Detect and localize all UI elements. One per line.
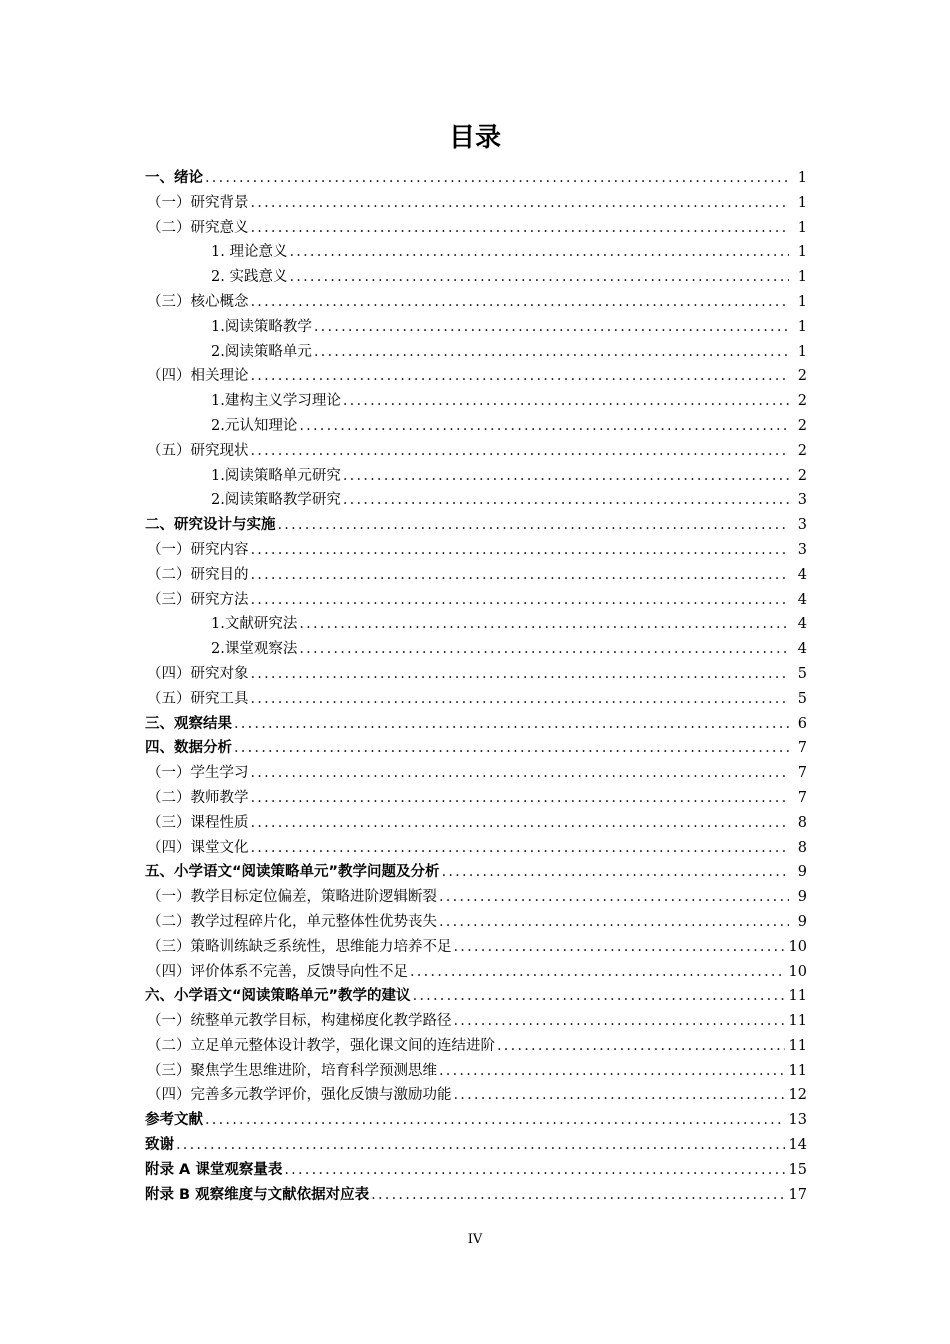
toc-entry[interactable] bbox=[145, 216, 807, 241]
toc-entry-page: 2 bbox=[797, 442, 807, 459]
toc-entry-label: （五）研究现状 bbox=[147, 442, 249, 459]
toc-dot-leader bbox=[413, 984, 785, 1009]
toc-entry-page: 3 bbox=[797, 541, 807, 558]
toc-entry-page: 10 bbox=[788, 938, 807, 955]
toc-entry-page: 1 bbox=[797, 318, 807, 335]
toc-dot-leader bbox=[251, 364, 790, 389]
toc-dot-leader bbox=[251, 836, 790, 861]
toc-entry-label: （二）教师教学 bbox=[147, 789, 249, 806]
toc-entry-label: （四）研究对象 bbox=[147, 665, 249, 682]
toc-entry-page: 13 bbox=[788, 1112, 807, 1129]
toc-entry[interactable] bbox=[145, 712, 807, 737]
toc-entry-page: 10 bbox=[788, 963, 807, 980]
toc-entry-label: （四）完善多元教学评价，强化反馈与激励功能 bbox=[147, 1087, 452, 1104]
toc-entry-page: 2 bbox=[797, 417, 807, 434]
toc-dot-leader bbox=[251, 588, 790, 613]
toc-entry[interactable] bbox=[145, 290, 807, 315]
toc-entry[interactable] bbox=[145, 1059, 807, 1084]
toc-entry[interactable] bbox=[145, 191, 807, 216]
toc-dot-leader bbox=[497, 1034, 785, 1059]
table-of-contents bbox=[145, 166, 807, 1207]
toc-entry[interactable] bbox=[145, 1133, 807, 1158]
page-number-footer: IV bbox=[467, 1232, 483, 1247]
toc-entry-page: 15 bbox=[788, 1161, 807, 1178]
toc-entry-label: （四）课堂文化 bbox=[147, 839, 249, 856]
toc-entry-label: 五、小学语文“阅读策略单元”教学问题及分析 bbox=[145, 864, 440, 881]
toc-dot-leader bbox=[251, 786, 790, 811]
toc-entry-label: （二）教学过程碎片化，单元整体性优势丧失 bbox=[147, 913, 437, 930]
toc-entry-label: 2.阅读策略教学研究 bbox=[211, 492, 341, 509]
toc-entry-page: 4 bbox=[797, 616, 807, 633]
toc-entry-page: 11 bbox=[788, 1037, 807, 1054]
toc-entry[interactable] bbox=[145, 414, 807, 439]
toc-dot-leader bbox=[299, 612, 789, 637]
toc-entry-label: （一）统整单元教学目标，构建梯度化教学路径 bbox=[147, 1013, 452, 1030]
toc-dot-leader bbox=[289, 240, 789, 265]
toc-entry-label: （二）研究意义 bbox=[147, 219, 249, 236]
toc-entry[interactable] bbox=[145, 265, 807, 290]
toc-dot-leader bbox=[299, 637, 789, 662]
toc-entry-page: 1 bbox=[797, 343, 807, 360]
toc-entry-page: 17 bbox=[788, 1186, 807, 1203]
toc-entry[interactable] bbox=[145, 910, 807, 935]
toc-entry-page: 2 bbox=[797, 368, 807, 385]
toc-dot-leader bbox=[251, 191, 790, 216]
toc-entry-page: 8 bbox=[797, 839, 807, 856]
toc-entry[interactable] bbox=[145, 563, 807, 588]
toc-entry-label: 2.阅读策略单元 bbox=[211, 343, 312, 360]
toc-dot-leader bbox=[314, 315, 789, 340]
toc-dot-leader bbox=[176, 1133, 785, 1158]
toc-entry[interactable] bbox=[145, 836, 807, 861]
toc-entry[interactable] bbox=[145, 885, 807, 910]
toc-entry-page: 2 bbox=[797, 393, 807, 410]
toc-entry[interactable] bbox=[145, 538, 807, 563]
toc-entry-label: （四）相关理论 bbox=[147, 368, 249, 385]
toc-dot-leader bbox=[251, 538, 790, 563]
toc-entry-label: 1.文献研究法 bbox=[211, 616, 298, 633]
toc-dot-leader bbox=[251, 216, 790, 241]
toc-entry[interactable] bbox=[145, 340, 807, 365]
toc-entry[interactable] bbox=[145, 364, 807, 389]
toc-entry-page: 1 bbox=[797, 170, 807, 186]
toc-entry[interactable] bbox=[145, 1009, 807, 1034]
toc-dot-leader bbox=[205, 1108, 785, 1133]
toc-entry-label: 参考文献 bbox=[145, 1112, 203, 1129]
toc-entry-label: 六、小学语文“阅读策略单元”教学的建议 bbox=[145, 988, 411, 1005]
toc-entry-label: 1. 理论意义 bbox=[211, 244, 288, 261]
toc-entry-page: 7 bbox=[797, 789, 807, 806]
toc-entry-label: （三）研究方法 bbox=[147, 591, 249, 608]
toc-entry-label: （三）核心概念 bbox=[147, 293, 249, 310]
toc-dot-leader bbox=[343, 464, 789, 489]
toc-entry-page: 5 bbox=[797, 665, 807, 682]
toc-entry-label: （一）学生学习 bbox=[147, 765, 249, 782]
toc-entry-label: 三、观察结果 bbox=[145, 715, 232, 732]
toc-entry-label: （三）课程性质 bbox=[147, 814, 249, 831]
toc-entry-page: 2 bbox=[797, 467, 807, 484]
toc-entry-page: 1 bbox=[797, 269, 807, 286]
toc-entry[interactable] bbox=[145, 513, 807, 538]
toc-dot-leader bbox=[299, 414, 789, 439]
toc-entry-page: 9 bbox=[797, 864, 807, 881]
toc-entry-page: 9 bbox=[797, 913, 807, 930]
toc-dot-leader bbox=[234, 712, 789, 737]
toc-entry[interactable] bbox=[145, 786, 807, 811]
toc-entry-label: 二、研究设计与实施 bbox=[145, 517, 276, 534]
toc-dot-leader bbox=[251, 290, 790, 315]
toc-entry-page: 6 bbox=[797, 715, 807, 732]
toc-entry[interactable] bbox=[145, 166, 807, 191]
toc-dot-leader bbox=[251, 811, 790, 836]
toc-dot-leader bbox=[439, 1059, 785, 1084]
toc-entry-page: 5 bbox=[797, 690, 807, 707]
toc-entry[interactable] bbox=[145, 960, 807, 985]
toc-dot-leader bbox=[454, 935, 785, 960]
toc-entry-label: 2.课堂观察法 bbox=[211, 641, 298, 658]
toc-dot-leader bbox=[205, 166, 789, 191]
toc-entry-page: 7 bbox=[797, 740, 807, 757]
toc-entry-label: 2. 实践意义 bbox=[211, 269, 288, 286]
toc-entry-page: 4 bbox=[797, 591, 807, 608]
toc-entry-label: 四、数据分析 bbox=[145, 740, 232, 757]
toc-entry-page: 3 bbox=[797, 492, 807, 509]
toc-entry-page: 7 bbox=[797, 765, 807, 782]
toc-entry-label: （一）教学目标定位偏差，策略进阶逻辑断裂 bbox=[147, 889, 437, 906]
toc-entry[interactable] bbox=[145, 1158, 807, 1183]
toc-entry-label: （三）聚焦学生思维进阶，培育科学预测思维 bbox=[147, 1062, 437, 1079]
toc-entry[interactable] bbox=[145, 612, 807, 637]
toc-entry-label: （二）研究目的 bbox=[147, 566, 249, 583]
toc-entry-page: 1 bbox=[797, 293, 807, 310]
toc-entry[interactable] bbox=[145, 761, 807, 786]
toc-dot-leader bbox=[439, 910, 789, 935]
toc-entry[interactable] bbox=[145, 464, 807, 489]
toc-entry[interactable] bbox=[145, 1083, 807, 1108]
toc-entry[interactable] bbox=[145, 389, 807, 414]
toc-dot-leader bbox=[442, 860, 789, 885]
toc-entry-label: （三）策略训练缺乏系统性，思维能力培养不足 bbox=[147, 938, 452, 955]
toc-entry-page: 4 bbox=[797, 566, 807, 583]
toc-entry-page: 11 bbox=[788, 988, 807, 1005]
toc-dot-leader bbox=[278, 513, 790, 538]
toc-entry-page: 11 bbox=[788, 1013, 807, 1030]
toc-dot-leader bbox=[371, 1183, 784, 1208]
toc-entry-label: 1.阅读策略单元研究 bbox=[211, 467, 341, 484]
toc-entry-label: 附录 A 课堂观察量表 bbox=[145, 1161, 283, 1178]
toc-entry-page: 8 bbox=[797, 814, 807, 831]
toc-dot-leader bbox=[343, 488, 789, 513]
toc-entry-page: 1 bbox=[797, 219, 807, 236]
toc-entry-label: 一、绪论 bbox=[145, 170, 203, 186]
toc-entry[interactable] bbox=[145, 315, 807, 340]
toc-entry[interactable] bbox=[145, 488, 807, 513]
toc-entry-page: 14 bbox=[788, 1137, 807, 1154]
toc-dot-leader bbox=[251, 761, 790, 786]
toc-dot-leader bbox=[251, 439, 790, 464]
toc-entry-label: （四）评价体系不完善，反馈导向性不足 bbox=[147, 963, 408, 980]
toc-dot-leader bbox=[289, 265, 789, 290]
toc-entry-label: （二）立足单元整体设计教学，强化课文间的连结进阶 bbox=[147, 1037, 495, 1054]
toc-entry-label: 1.阅读策略教学 bbox=[211, 318, 312, 335]
toc-entry[interactable] bbox=[145, 588, 807, 613]
toc-entry[interactable] bbox=[145, 984, 807, 1009]
toc-entry[interactable] bbox=[145, 662, 807, 687]
toc-dot-leader bbox=[343, 389, 789, 414]
toc-entry-page: 1 bbox=[797, 244, 807, 261]
toc-entry[interactable] bbox=[145, 439, 807, 464]
toc-entry-page: 3 bbox=[797, 517, 807, 534]
toc-entry[interactable] bbox=[145, 1108, 807, 1133]
toc-dot-leader bbox=[234, 736, 789, 761]
toc-entry-page: 11 bbox=[788, 1062, 807, 1079]
toc-entry[interactable] bbox=[145, 811, 807, 836]
toc-entry[interactable] bbox=[145, 1183, 807, 1208]
toc-entry[interactable] bbox=[145, 736, 807, 761]
toc-dot-leader bbox=[454, 1083, 785, 1108]
toc-entry-label: 致谢 bbox=[145, 1137, 174, 1154]
toc-entry[interactable] bbox=[145, 860, 807, 885]
toc-entry[interactable] bbox=[145, 935, 807, 960]
toc-entry-label: （五）研究工具 bbox=[147, 690, 249, 707]
toc-entry-page: 4 bbox=[797, 641, 807, 658]
toc-entry-label: 1.建构主义学习理论 bbox=[211, 393, 341, 410]
toc-dot-leader bbox=[410, 960, 785, 985]
toc-dot-leader bbox=[439, 885, 789, 910]
toc-entry-label: 2.元认知理论 bbox=[211, 417, 298, 434]
toc-entry-label: 附录 B 观察维度与文献依据对应表 bbox=[145, 1186, 370, 1203]
toc-entry-label: （一）研究背景 bbox=[147, 194, 249, 211]
toc-entry-page: 1 bbox=[797, 194, 807, 211]
toc-entry-label: （一）研究内容 bbox=[147, 541, 249, 558]
page-title: 目录 bbox=[448, 123, 501, 153]
toc-entry-page: 9 bbox=[797, 889, 807, 906]
toc-entry[interactable] bbox=[145, 1034, 807, 1059]
toc-dot-leader bbox=[251, 563, 790, 588]
toc-entry[interactable] bbox=[145, 687, 807, 712]
toc-dot-leader bbox=[284, 1158, 784, 1183]
toc-dot-leader bbox=[314, 340, 789, 365]
toc-entry-page: 12 bbox=[788, 1087, 807, 1104]
toc-entry[interactable] bbox=[145, 240, 807, 265]
toc-dot-leader bbox=[454, 1009, 785, 1034]
toc-entry[interactable] bbox=[145, 637, 807, 662]
toc-dot-leader bbox=[251, 687, 790, 712]
toc-dot-leader bbox=[251, 662, 790, 687]
